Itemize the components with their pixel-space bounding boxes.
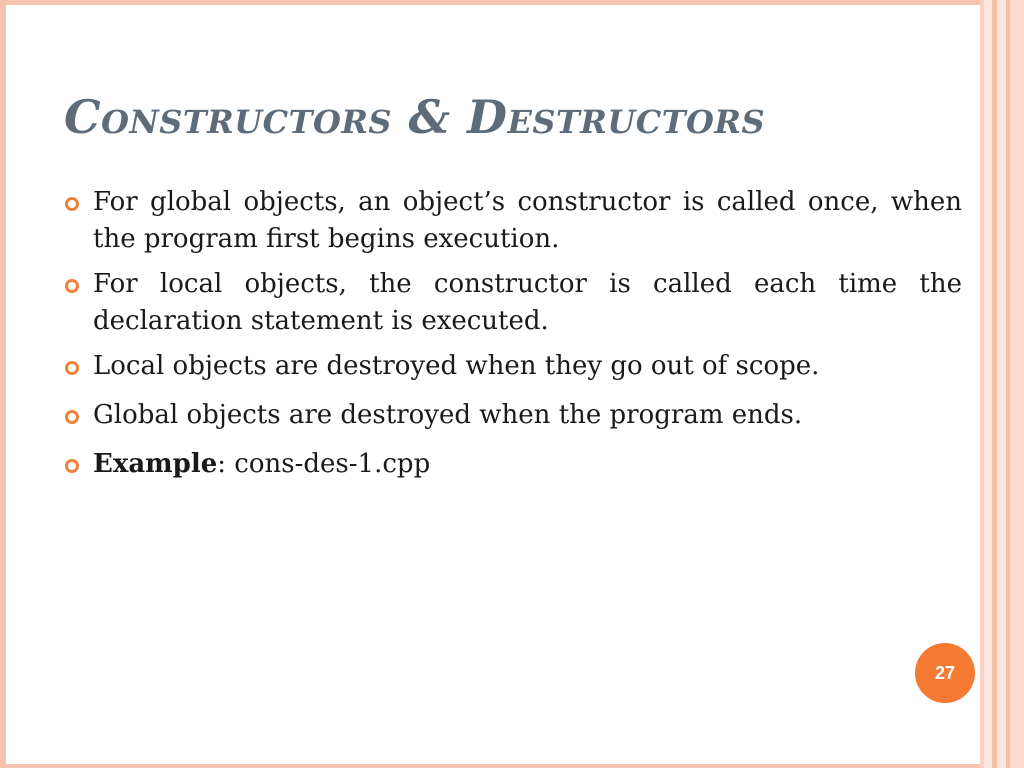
frame-border-top bbox=[0, 0, 980, 5]
bullet-item bbox=[62, 348, 962, 385]
frame-border-bottom bbox=[0, 764, 980, 768]
bullet-text: Global objects are destroyed when the program ends. bbox=[93, 400, 803, 430]
frame-border-left bbox=[0, 0, 6, 768]
decorative-stripe bbox=[997, 0, 1006, 768]
page-number-badge bbox=[915, 643, 975, 703]
example-label: Example bbox=[93, 449, 218, 479]
bullet-item bbox=[62, 266, 962, 340]
bullet-item bbox=[62, 446, 962, 483]
slide-title: Constructors & Destructors bbox=[64, 90, 766, 144]
bullet-text: For global objects, an object’s constructor is called once, when the program first begins execution. bbox=[93, 187, 962, 254]
decorative-stripe bbox=[1010, 0, 1024, 768]
bullet-circle-icon bbox=[65, 410, 79, 424]
bullet-circle-icon bbox=[65, 279, 79, 293]
bullet-item bbox=[62, 397, 962, 434]
bullet-text: For local objects, the constructor is called each time the declaration statement is executed. bbox=[93, 269, 962, 336]
decorative-stripe bbox=[984, 0, 992, 768]
bullet-circle-icon bbox=[65, 197, 79, 211]
example-filename: : cons-des-1.cpp bbox=[217, 449, 431, 479]
bullet-text: Local objects are destroyed when they go out of scope. bbox=[93, 351, 820, 381]
bullet-circle-icon bbox=[65, 459, 79, 473]
page-number: 27 bbox=[934, 662, 956, 683]
bullet-circle-icon bbox=[65, 361, 79, 375]
bullet-item bbox=[62, 184, 962, 258]
bullet-list bbox=[62, 184, 962, 495]
